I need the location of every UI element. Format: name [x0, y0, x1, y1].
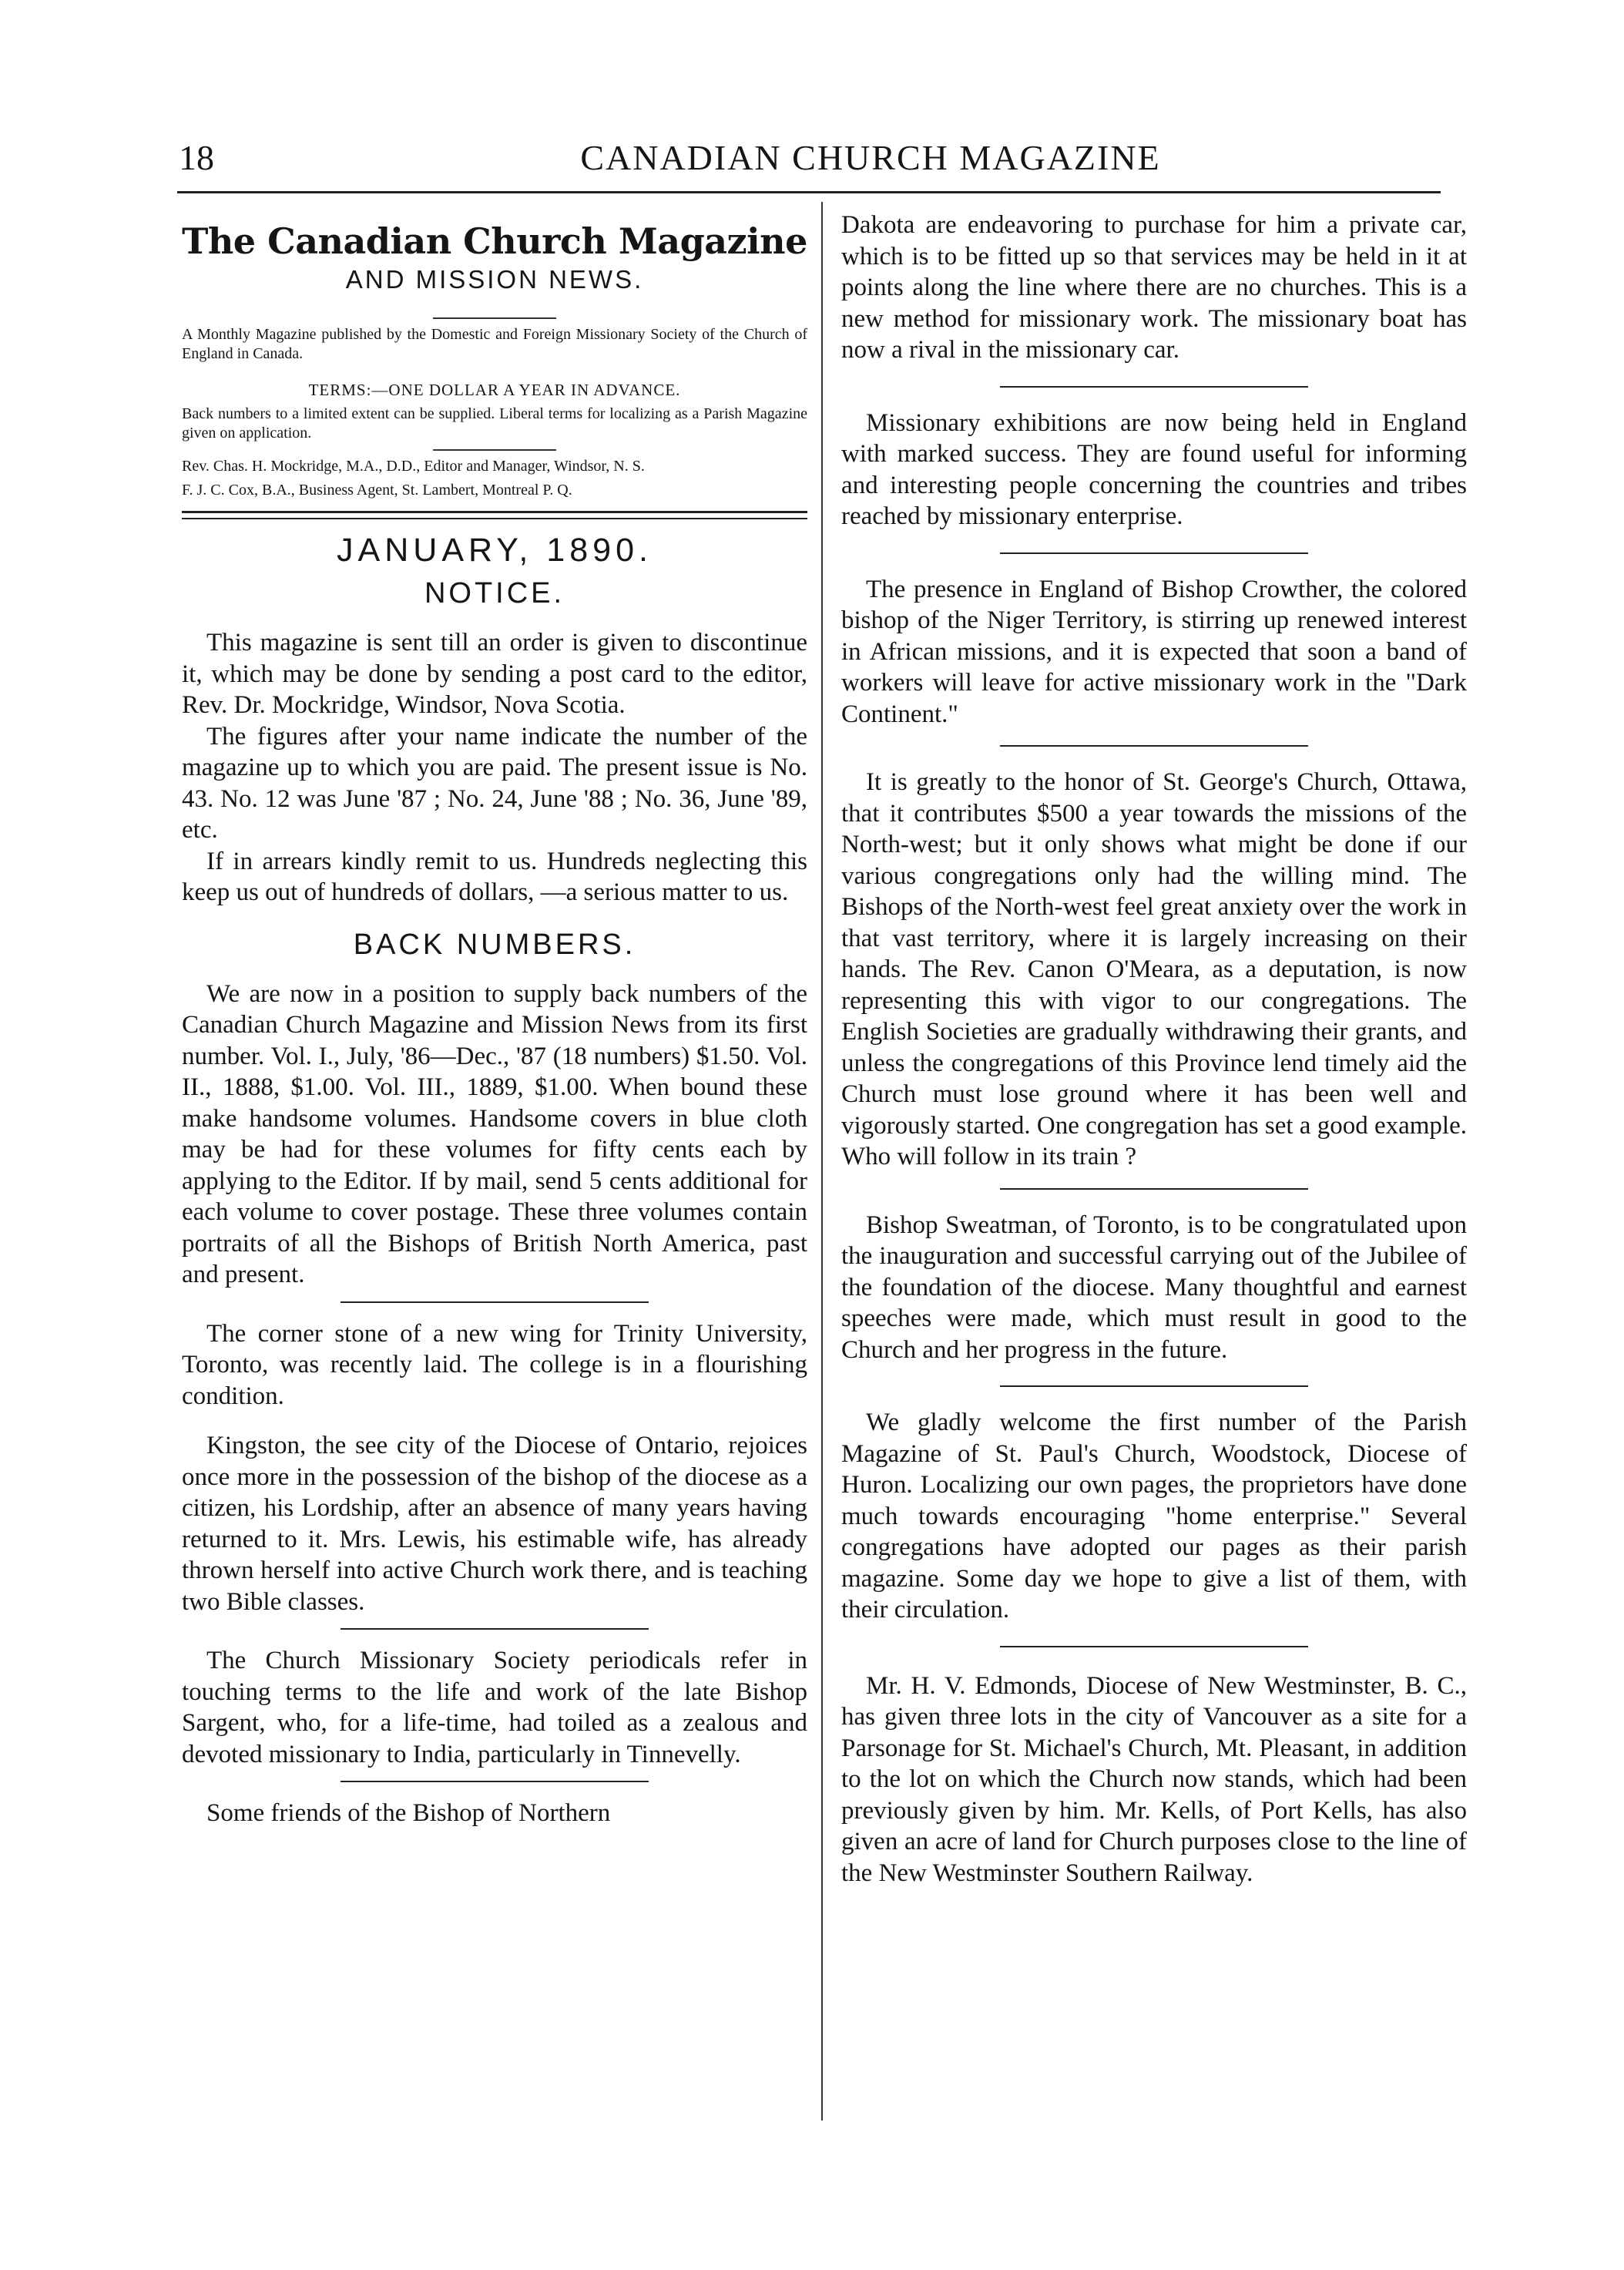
notice-paragraph: The figures after your name indicate the number of the magazine up to which you are paid. The present issue is No. 43. No. 12 was June '87 ; No. 24, June '88 ; No. 36, June '89, etc. — [182, 722, 807, 844]
column-divider — [821, 202, 823, 2121]
section-rule — [1000, 386, 1308, 388]
back-numbers-paragraph: We are now in a position to supply back numbers of the Canadian Church Magazine and Mission News from its first number. Vol. I., July, '86—Dec., '87 (18 numbers) $1.50. Vol. II., 1888, $1.00. Vol. III., 1889, $1.00. When bound these make handsome volumes. Handsome covers in blue cloth may be had for these volumes for fifty cents each by applying to the Editor. If by mail, send 5 cents additional for each volume to cover postage. These three volumes contain portraits of all the Bishops of British North America, past and present. — [182, 979, 807, 1288]
header-rule — [177, 191, 1441, 193]
masthead-title: The Canadian Church Magazine — [182, 220, 807, 262]
trinity-paragraph: The corner stone of a new wing for Trinity University, Toronto, was recently laid. The college is in a flourishing condition. — [182, 1319, 807, 1410]
subscription-terms: TERMS:—ONE DOLLAR A YEAR IN ADVANCE. — [308, 381, 681, 399]
section-rule — [341, 1781, 649, 1782]
section-rule — [1000, 1188, 1308, 1190]
section-rule — [1000, 1385, 1308, 1387]
masthead-description: A Monthly Magazine published by the Domestic and Foreign Missionary Society of the Church of England in Canada. — [182, 326, 807, 362]
running-head: CANADIAN CHURCH MAGAZINE — [580, 138, 1161, 177]
notice-paragraph: This magazine is sent till an order is given to discontinue it, which may be done by sending a post card to the editor, Rev. Dr. Mockridge, Windsor, Nova Scotia. — [182, 629, 807, 719]
issue-date: JANUARY, 1890. — [337, 532, 653, 569]
exhibitions-paragraph: Missionary exhibitions are now being held in England with marked success. They are found useful for informing and interesting people concerning the countries and tribes reached by missionary enterprise. — [841, 408, 1467, 530]
page-number: 18 — [179, 138, 214, 177]
notice-heading: NOTICE. — [424, 577, 565, 609]
st-george-paragraph: It is greatly to the honor of St. George's Church, Ottawa, that it contributes $500 a year towards the missions of the North-west; but it only shows what might be done if our various congregations only had the willing mind. The Bishops of the North-west feel great anxiety over the work in that vast territory, where it is largely increasing on their hands. The Rev. Canon O'Meara, as a deputation, is now representing this with vigor to our congregations. The English Societies are gradually withdrawing their grants, and unless the congregations of this Province lend timely aid the Church must lose ground where it has been well and vigorously started. One congregation has set a good example. Who will follow in its train ? — [841, 768, 1467, 1170]
notice-paragraph: If in arrears kindly remit to us. Hundreds neglecting this keep us out of hundreds of dollars, —a serious matter to us. — [182, 847, 807, 906]
section-rule — [341, 1628, 649, 1630]
section-rule — [1000, 552, 1308, 554]
parish-magazine-paragraph: We gladly welcome the first number of the Parish Magazine of St. Paul's Church, Woodstock, Diocese of Huron. Localizing our own pages, the proprietors have done much towards encouraging "home enterprise." Several congregations have adopted our pages as their parish magazine. Some day we hope to give a list of them, with their circulation. — [841, 1409, 1467, 1624]
some-friends-paragraph: Some friends of the Bishop of Northern — [206, 1799, 611, 1827]
business-agent-line: F. J. C. Cox, B.A., Business Agent, St. Lambert, Montreal P. Q. — [182, 482, 572, 499]
edmonds-paragraph: Mr. H. V. Edmonds, Diocese of New Westminster, B. C., has given three lots in the city of Vancouver as a site for a Parsonage for St. Michael's Church, Mt. Pleasant, in addition to the lot on which the Church now stands, which had been previously given by him. Mr. Kells, of Port Kells, has also given an acre of land for Church purposes close to the line of the New Westminster Southern Railway. — [841, 1671, 1467, 1887]
dakota-paragraph: Dakota are endeavoring to purchase for him a private car, which is to be fitted up so that services may be held in it at points along the line where there are no churches. This is a new method for missionary work. The missionary boat has now a rival in the missionary car. — [841, 211, 1467, 364]
masthead-double-rule — [182, 511, 807, 519]
section-rule — [1000, 745, 1308, 747]
left-column — [182, 210, 807, 1829]
sweatman-paragraph: Bishop Sweatman, of Toronto, is to be congratulated upon the inauguration and successful carrying out of the Jubilee of the foundation of the diocese. Many thoughtful and earnest speeches were made, which must result in good to the Church and her progress in the future. — [841, 1211, 1467, 1364]
editor-rule — [433, 449, 556, 451]
kingston-paragraph: Kingston, the see city of the Diocese of Ontario, rejoices once more in the possession of the bishop of the diocese as a citizen, his Lordship, after an absence of many years having returned to it. Mrs. Lewis, his estimable wife, has already thrown herself into active Church work there, and is teaching two Bible classes. — [182, 1432, 807, 1616]
section-rule — [1000, 1646, 1308, 1647]
back-numbers-heading: BACK NUMBERS. — [353, 928, 636, 961]
cms-paragraph: The Church Missionary Society periodicals refer in touching terms to the life and work of the late Bishop Sargent, who, for a life-time, had toiled as a zealous and devoted missionary to India, particularly in Tinnevelly. — [182, 1647, 807, 1768]
crowther-paragraph: The presence in England of Bishop Crowther, the colored bishop of the Niger Territory, is stirring up renewed interest in African missions, and it is expected that soon a band of workers will leave for active missionary work in the "Dark Continent." — [841, 575, 1467, 728]
masthead-rule — [433, 317, 556, 319]
editor-line: Rev. Chas. H. Mockridge, M.A., D.D., Editor and Manager, Windsor, N. S. — [182, 458, 645, 475]
right-column — [841, 210, 1467, 1889]
masthead-subtitle: AND MISSION NEWS. — [345, 265, 644, 294]
back-numbers-note: Back numbers to a limited extent can be supplied. Liberal terms for localizing as a Parish Magazine given on application. — [182, 405, 807, 442]
section-rule — [341, 1301, 649, 1303]
